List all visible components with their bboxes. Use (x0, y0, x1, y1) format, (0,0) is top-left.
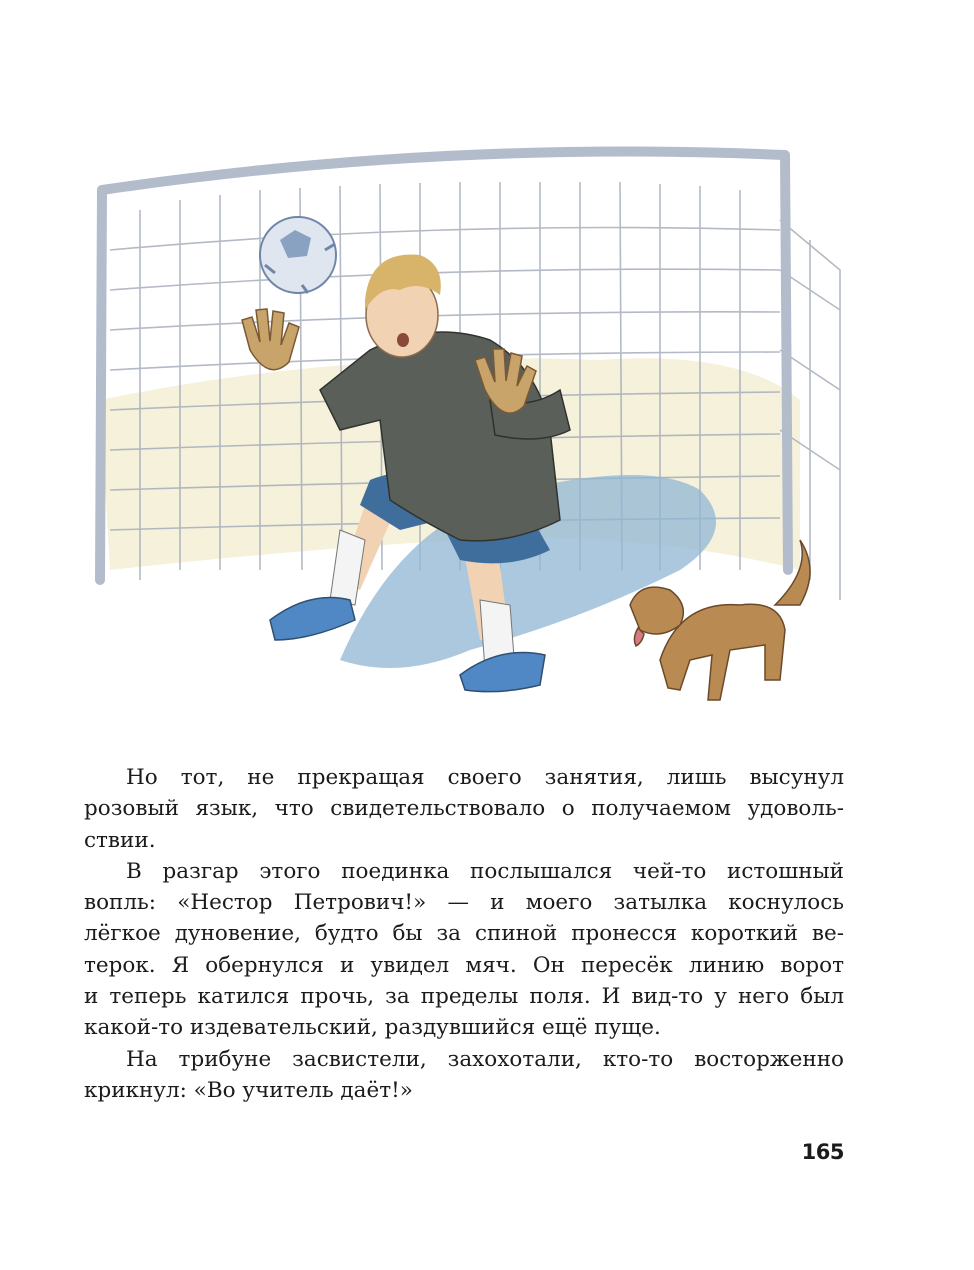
text-line: розовый язык, что свидетельствовало о получаемом удоволь- (84, 796, 844, 822)
text-line: лёгкое дуновение, будто бы за спиной пронесся короткий ве- (84, 921, 844, 947)
text-line: терок. Я обернулся и увидел мяч. Он пересёк линию ворот (84, 952, 844, 978)
goalkeeper-illustration (40, 100, 900, 755)
text-line: ствии. (84, 827, 156, 853)
illustration-canvas (40, 100, 900, 755)
text-line: В разгар этого поединка послышался чей-то истошный (126, 858, 844, 884)
text-line: вопль: «Нестор Петрович!» — и моего затылка коснулось (84, 890, 844, 916)
ball (260, 217, 336, 293)
text-line: и теперь катился прочь, за пределы поля. И вид-то у него был (84, 984, 844, 1010)
text-line: Но тот, не прекращая своего занятия, лишь высунул (126, 765, 844, 790)
player-head (365, 255, 441, 357)
story-text (84, 762, 844, 1106)
text-line: крикнул: «Во учитель даёт!» (84, 1077, 413, 1103)
page-number: 165 (801, 1140, 844, 1164)
text-line: какой-то издевательский, раздувшийся ещё пуще. (84, 1015, 661, 1041)
text-line: На трибуне засвистели, захохотали, кто-то восторженно (126, 1046, 844, 1072)
